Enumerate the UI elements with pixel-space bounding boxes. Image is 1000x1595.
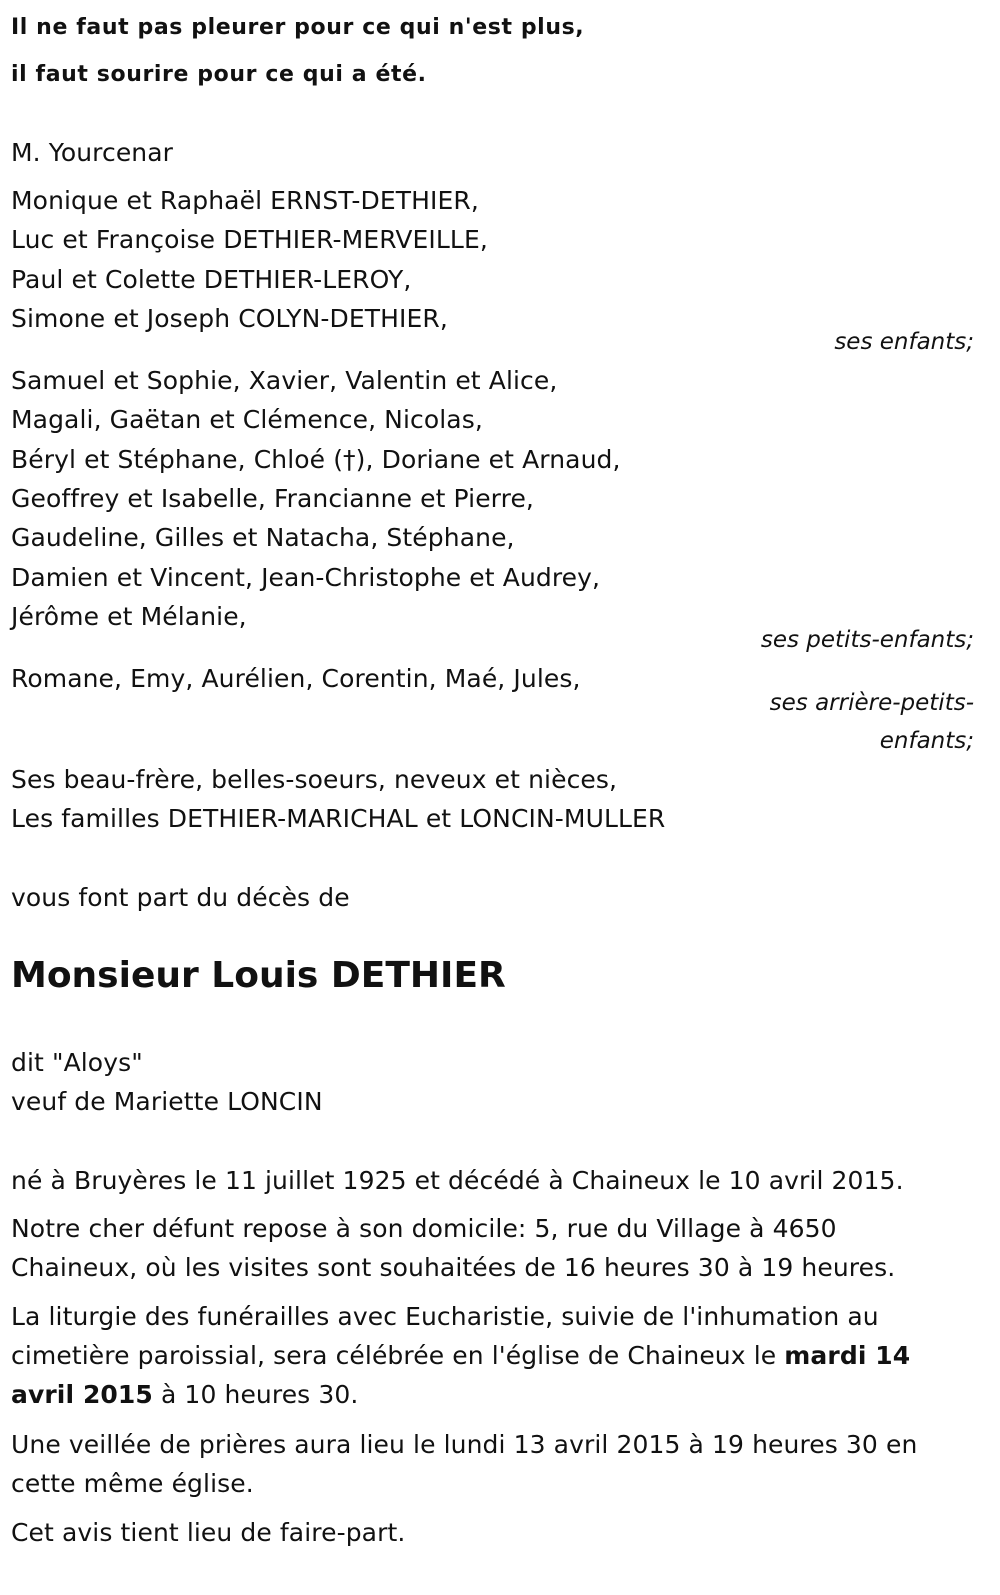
vigil-1: Une veillée de prières aura lieu le lundi 13 avril 2015 à 19 heures 30 en: [11, 1430, 918, 1459]
grandchild-name: Geoffrey et Isabelle, Francianne et Pierre,: [11, 484, 534, 513]
deceased-nickname: dit "Aloys": [11, 1048, 143, 1077]
grandchildren-label: ses petits-enfants;: [760, 627, 974, 653]
great-grandchildren-label-1: ses arrière-petits-: [769, 690, 974, 716]
other-families: Les familles DETHIER-MARICHAL et LONCIN-MULLER: [11, 804, 666, 833]
quote-line-2: il faut sourire pour ce qui a été.: [11, 62, 427, 87]
vigil-2: cette même église.: [11, 1469, 254, 1498]
deceased-widower: veuf de Mariette LONCIN: [11, 1087, 323, 1116]
great-grandchildren-names: Romane, Emy, Aurélien, Corentin, Maé, Jules,: [11, 664, 581, 693]
child-name: Simone et Joseph COLYN-DETHIER,: [11, 304, 448, 333]
funeral-time: à 10 heures 30.: [152, 1380, 359, 1409]
funeral-date: avril 2015: [11, 1380, 153, 1409]
child-name: Monique et Raphaël ERNST-DETHIER,: [11, 186, 479, 215]
quote-author: M. Yourcenar: [11, 138, 174, 167]
grandchild-name: Damien et Vincent, Jean-Christophe et Audrey,: [11, 563, 601, 592]
closing-note: Cet avis tient lieu de faire-part.: [11, 1518, 406, 1547]
quote-line-1: Il ne faut pas pleurer pour ce qui n'est plus,: [11, 15, 585, 40]
child-name: Luc et Françoise DETHIER-MERVEILLE,: [11, 225, 488, 254]
rest-info-1: Notre cher défunt repose à son domicile: 5, rue du Village à 4650: [11, 1214, 837, 1243]
great-grandchildren-label-2: enfants;: [879, 728, 974, 754]
announcement: vous font part du décès de: [11, 883, 350, 912]
grandchild-name: Jérôme et Mélanie,: [11, 602, 247, 631]
birth-death: né à Bruyères le 11 juillet 1925 et décédé à Chaineux le 10 avril 2015.: [11, 1166, 904, 1195]
liturgy-2-text: cimetière paroissial, sera célébrée en l'église de Chaineux le: [11, 1341, 785, 1370]
children-label: ses enfants;: [834, 329, 974, 355]
grandchild-name: Magali, Gaëtan et Clémence, Nicolas,: [11, 405, 483, 434]
liturgy-1: La liturgie des funérailles avec Eucharistie, suivie de l'inhumation au: [11, 1302, 879, 1331]
other-relatives: Ses beau-frère, belles-soeurs, neveux et nièces,: [11, 765, 618, 794]
grandchild-name: Samuel et Sophie, Xavier, Valentin et Alice,: [11, 366, 558, 395]
deceased-name: Monsieur Louis DETHIER: [11, 955, 506, 996]
child-name: Paul et Colette DETHIER-LEROY,: [11, 265, 412, 294]
grandchild-name: Gaudeline, Gilles et Natacha, Stéphane,: [11, 523, 515, 552]
rest-info-2: Chaineux, où les visites sont souhaitées de 16 heures 30 à 19 heures.: [11, 1253, 896, 1282]
liturgy-2: [11, 1341, 910, 1371]
liturgy-3: [11, 1380, 358, 1410]
grandchild-name: Béryl et Stéphane, Chloé (†), Doriane et Arnaud,: [11, 445, 621, 474]
funeral-day: mardi 14: [784, 1341, 911, 1370]
